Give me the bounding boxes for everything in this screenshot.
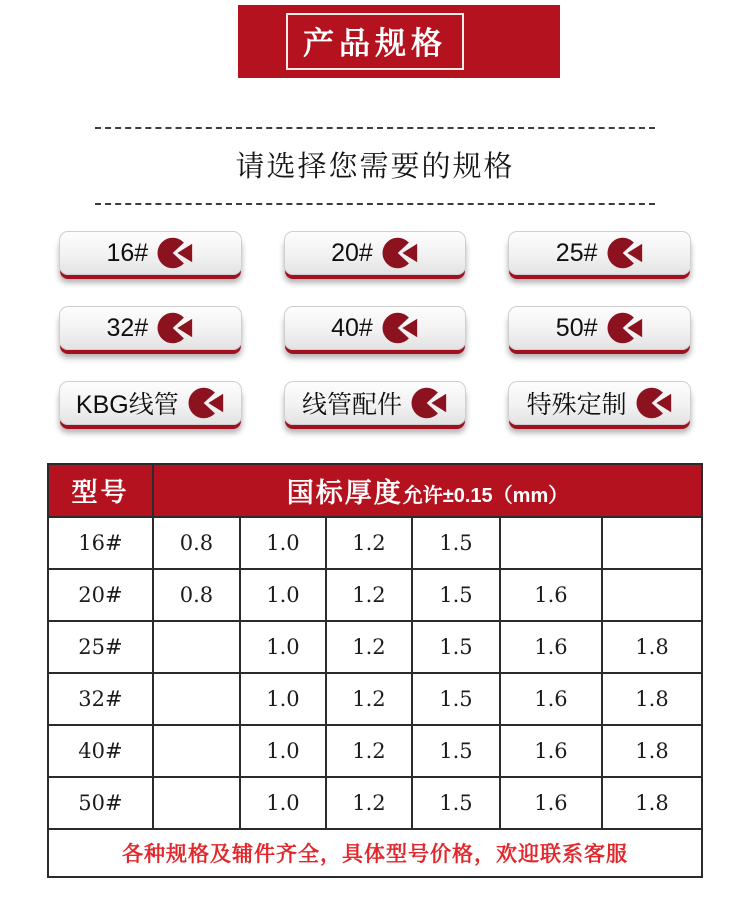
table-cell: [602, 517, 702, 569]
table-cell: 1.0: [240, 777, 326, 829]
model-cell: 32#: [48, 673, 153, 725]
spec-button-label: 25#: [555, 238, 598, 267]
model-cell: 20#: [48, 569, 153, 621]
table-cell: 1.5: [412, 569, 500, 621]
spec-button-label: 20#: [331, 238, 373, 267]
spec-button-label: 16#: [106, 238, 149, 267]
section-heading: [95, 127, 655, 205]
table-cell: 1.8: [602, 725, 702, 777]
table-header-thickness: [153, 464, 702, 517]
table-cell: 1.0: [240, 725, 326, 777]
pie-slice-icon: [607, 310, 644, 346]
table-row: [48, 569, 702, 621]
model-cell: 25#: [48, 621, 153, 673]
spec-button-custom[interactable]: [508, 381, 691, 425]
table-cell: 0.8: [153, 569, 240, 621]
table-cell: 1.6: [500, 725, 602, 777]
table-cell: 1.6: [500, 777, 602, 829]
table-cell: 0.8: [153, 517, 240, 569]
table-cell: 1.6: [500, 569, 602, 621]
table-cell: 1.8: [602, 673, 702, 725]
spec-button-kbg-pipe[interactable]: [59, 381, 242, 425]
table-cell: 1.5: [412, 621, 500, 673]
table-cell: 1.2: [326, 569, 412, 621]
spec-button-20[interactable]: [284, 231, 467, 275]
table-cell: [153, 725, 240, 777]
table-cell: [500, 517, 602, 569]
table-cell: 1.0: [240, 569, 326, 621]
spec-button-label: 50#: [555, 313, 598, 342]
table-row: [48, 621, 702, 673]
pie-slice-icon: [411, 385, 448, 421]
page-title-banner: [238, 5, 560, 78]
section-title: 请选择您需要的规格: [235, 151, 515, 183]
table-footer-row: [48, 829, 702, 877]
pie-slice-icon: [188, 385, 225, 421]
model-cell: 50#: [48, 777, 153, 829]
table-cell: 1.8: [602, 777, 702, 829]
table-row: [48, 725, 702, 777]
spec-table: [47, 463, 703, 878]
page-title-frame: [286, 13, 464, 70]
pie-slice-icon: [157, 235, 194, 271]
spec-button-pipe-fittings[interactable]: [284, 381, 467, 425]
table-cell: 1.6: [500, 673, 602, 725]
table-row: [48, 673, 702, 725]
table-cell: 1.0: [240, 673, 326, 725]
table-cell: 1.5: [412, 673, 500, 725]
table-cell: [153, 777, 240, 829]
model-cell: 16#: [48, 517, 153, 569]
spec-button-label: KBG线管: [75, 391, 179, 419]
spec-button-50[interactable]: [508, 306, 691, 350]
table-cell: 1.0: [240, 517, 326, 569]
table-cell: 1.0: [240, 621, 326, 673]
spec-button-label: 线管配件: [301, 391, 402, 419]
pie-slice-icon: [382, 310, 419, 346]
table-footer-note: 各种规格及辅件齐全，具体型号价格，欢迎联系客服: [48, 829, 702, 877]
spec-button-label: 特殊定制: [526, 391, 627, 419]
table-cell: 1.8: [602, 621, 702, 673]
spec-button-32[interactable]: [59, 306, 242, 350]
pie-slice-icon: [607, 235, 644, 271]
table-cell: 1.6: [500, 621, 602, 673]
spec-button-label: 32#: [106, 313, 149, 342]
table-cell: 1.2: [326, 621, 412, 673]
table-cell: [153, 621, 240, 673]
page-title: 产品规格: [303, 26, 447, 61]
table-cell: [153, 673, 240, 725]
spec-button-40[interactable]: [284, 306, 467, 350]
pie-slice-icon: [636, 385, 673, 421]
spec-button-16[interactable]: [59, 231, 242, 275]
table-cell: 1.5: [412, 777, 500, 829]
table-cell: 1.2: [326, 517, 412, 569]
pie-slice-icon: [157, 310, 194, 346]
table-row: [48, 517, 702, 569]
table-cell: 1.2: [326, 673, 412, 725]
spec-button-label: 40#: [331, 313, 373, 342]
table-cell: 1.2: [326, 725, 412, 777]
table-cell: 1.2: [326, 777, 412, 829]
table-cell: 1.5: [412, 517, 500, 569]
thickness-header-sub: 允许±0.15（mm）: [402, 485, 569, 507]
spec-button-25[interactable]: [508, 231, 691, 275]
spec-button-grid: [59, 231, 691, 425]
table-header-model: 型号: [48, 464, 153, 517]
table-cell: 1.5: [412, 725, 500, 777]
table-cell: [602, 569, 702, 621]
model-cell: 40#: [48, 725, 153, 777]
pie-slice-icon: [382, 235, 419, 271]
table-header-row: [48, 464, 702, 517]
thickness-header-main: 国标厚度: [286, 478, 403, 508]
table-row: [48, 777, 702, 829]
